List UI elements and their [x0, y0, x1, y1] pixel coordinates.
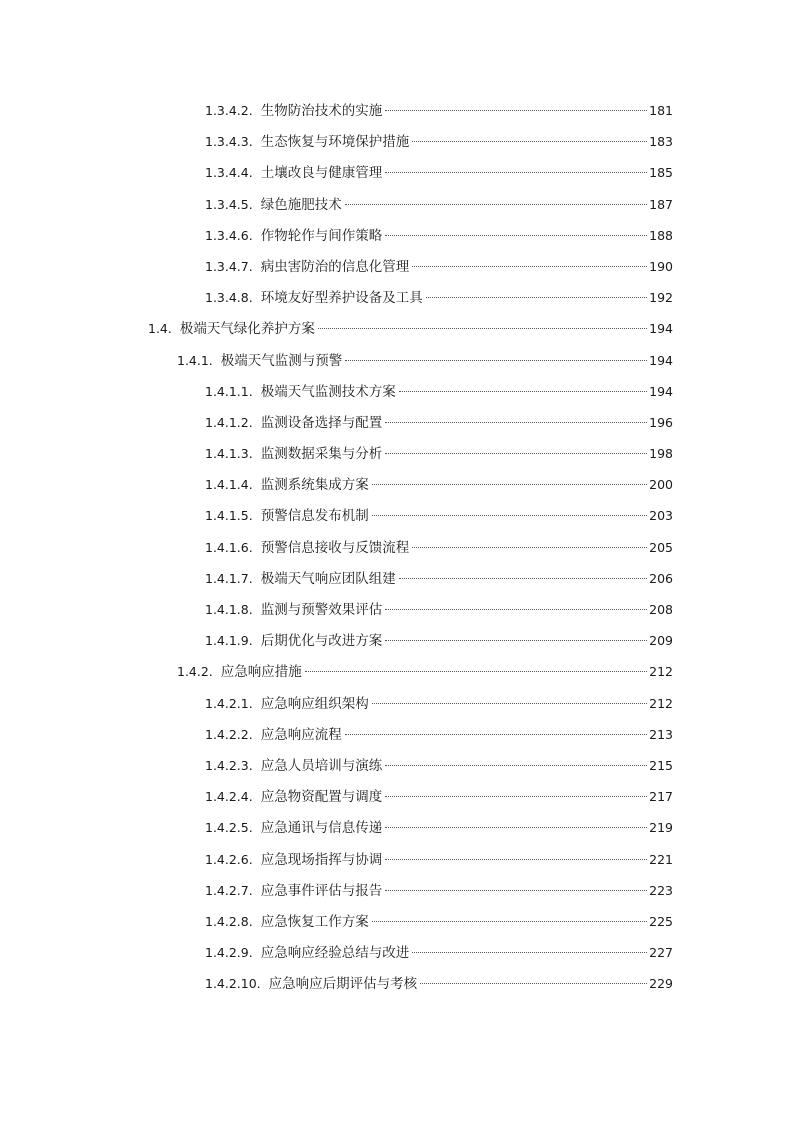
toc-dot-leader	[385, 110, 647, 111]
toc-entry-number: 1.4.2.10.	[205, 976, 261, 992]
toc-entry-number: 1.4.1.	[177, 352, 213, 368]
toc-entry-title: 应急响应流程	[260, 726, 342, 743]
toc-entry[interactable]	[0, 126, 793, 157]
toc-entry-number: 1.4.2.1.	[205, 695, 253, 711]
toc-entry-number: 1.4.1.3.	[205, 446, 253, 462]
toc-dot-leader	[420, 983, 647, 984]
toc-entry-number: 1.4.2.8.	[205, 913, 253, 929]
toc-entry-page: 188	[649, 227, 673, 243]
toc-entry-page: 198	[649, 446, 673, 462]
toc-entry-title: 应急恢复工作方案	[260, 913, 369, 930]
toc-entry-page: 212	[649, 664, 673, 680]
toc-entry[interactable]	[0, 376, 793, 407]
toc-entry[interactable]	[0, 563, 793, 594]
toc-entry-title: 应急物资配置与调度	[260, 789, 383, 806]
toc-entry[interactable]	[0, 594, 793, 625]
toc-entry-page: 203	[649, 508, 673, 524]
toc-dot-leader	[372, 921, 647, 922]
toc-entry-title: 后期优化与改进方案	[260, 633, 383, 650]
toc-entry[interactable]	[0, 532, 793, 563]
toc-entry-number: 1.3.4.2.	[205, 103, 253, 118]
toc-entry-number: 1.4.2.7.	[205, 882, 253, 898]
toc-entry-title: 应急响应经验总结与改进	[260, 945, 410, 962]
toc-entry-title: 应急事件评估与报告	[260, 882, 383, 899]
toc-entry[interactable]	[0, 345, 793, 376]
toc-entry-page: 206	[649, 570, 673, 586]
toc-entry[interactable]	[0, 220, 793, 251]
toc-entry-title: 极端天气响应团队组建	[260, 570, 396, 587]
toc-entry-page: 181	[649, 103, 673, 118]
toc-entry-title: 应急响应组织架构	[260, 695, 369, 712]
toc-entry-number: 1.3.4.5.	[205, 196, 253, 212]
toc-entry-number: 1.4.2.4.	[205, 789, 253, 805]
toc-entry[interactable]	[0, 875, 793, 906]
toc-entry-number: 1.4.2.	[177, 664, 213, 680]
toc-entry-title: 监测设备选择与配置	[260, 414, 383, 431]
toc-entry-title: 应急人员培训与演练	[260, 757, 383, 774]
toc-entry-title: 生态恢复与环境保护措施	[260, 134, 410, 151]
toc-entry-page: 187	[649, 196, 673, 212]
toc-dot-leader	[385, 235, 647, 236]
toc-entry-title: 绿色施肥技术	[260, 196, 342, 213]
toc-dot-leader	[345, 204, 647, 205]
toc-entry-number: 1.4.1.7.	[205, 570, 253, 586]
toc-entry-page: 194	[649, 321, 673, 337]
toc-entry-number: 1.4.	[148, 321, 172, 337]
toc-entry-page: 208	[649, 602, 673, 617]
toc-entry-page: 229	[649, 976, 673, 992]
toc-entry-number: 1.4.2.9.	[205, 945, 253, 961]
toc-entry-page: 215	[649, 757, 673, 773]
toc-entry[interactable]	[0, 844, 793, 875]
toc-dot-leader	[385, 640, 647, 641]
toc-entry-number: 1.4.1.5.	[205, 508, 253, 524]
toc-entry[interactable]	[0, 812, 793, 843]
toc-dot-leader	[412, 141, 647, 142]
toc-dot-leader	[412, 952, 647, 953]
toc-entry-page: 219	[649, 820, 673, 836]
toc-entry[interactable]	[0, 937, 793, 968]
toc-entry[interactable]	[0, 469, 793, 500]
toc-entry-number: 1.4.2.6.	[205, 851, 253, 867]
toc-entry-title: 应急通讯与信息传递	[260, 820, 383, 837]
toc-entry-title: 极端天气绿化养护方案	[179, 321, 315, 338]
toc-entry-number: 1.4.2.3.	[205, 757, 253, 773]
toc-entry[interactable]	[0, 500, 793, 531]
toc-dot-leader	[385, 827, 647, 828]
toc-entry[interactable]	[0, 282, 793, 313]
toc-entry-number: 1.4.1.4.	[205, 477, 253, 493]
toc-entry-page: 217	[649, 789, 673, 805]
toc-entry[interactable]	[0, 438, 793, 469]
toc-entry-number: 1.3.4.3.	[205, 134, 253, 150]
toc-entry-title: 病虫害防治的信息化管理	[260, 258, 410, 275]
toc-entry-number: 1.4.2.5.	[205, 820, 253, 836]
toc-entry-page: 200	[649, 477, 673, 493]
toc-entry-page: 205	[649, 539, 673, 555]
toc-entry[interactable]	[0, 781, 793, 812]
toc-dot-leader	[345, 360, 647, 361]
toc-entry-title: 监测数据采集与分析	[260, 446, 383, 463]
toc-dot-leader	[305, 671, 647, 672]
toc-entry-page: 194	[649, 352, 673, 368]
toc-dot-leader	[385, 453, 647, 454]
toc-dot-leader	[385, 172, 647, 173]
toc-dot-leader	[372, 515, 647, 516]
toc-entry[interactable]	[0, 625, 793, 656]
toc-entry[interactable]	[0, 189, 793, 220]
toc-entry-title: 极端天气监测技术方案	[260, 383, 396, 400]
toc-entry-number: 1.4.1.1.	[205, 383, 253, 399]
toc-entry[interactable]	[0, 750, 793, 781]
toc-dot-leader	[318, 328, 647, 329]
toc-dot-leader	[399, 391, 647, 392]
toc-dot-leader	[385, 796, 647, 797]
toc-dot-leader	[412, 266, 647, 267]
toc-dot-leader	[385, 890, 647, 891]
toc-entry-number: 1.3.4.6.	[205, 227, 253, 243]
toc-entry-title: 极端天气监测与预警	[220, 352, 343, 369]
toc-dot-leader	[385, 609, 647, 610]
toc-entry-title: 环境友好型养护设备及工具	[260, 290, 423, 307]
toc-entry-number: 1.3.4.7.	[205, 258, 253, 274]
toc-entry-number: 1.3.4.8.	[205, 290, 253, 306]
toc-entry-number: 1.3.4.4.	[205, 165, 253, 181]
table-of-contents	[0, 95, 793, 999]
toc-entry-title: 作物轮作与间作策略	[260, 227, 383, 244]
toc-entry-page: 192	[649, 290, 673, 306]
toc-entry-title: 应急现场指挥与协调	[260, 851, 383, 868]
toc-entry-number: 1.4.1.8.	[205, 602, 253, 617]
toc-entry-page: 227	[649, 945, 673, 961]
toc-entry-number: 1.4.1.6.	[205, 539, 253, 555]
toc-dot-leader	[385, 765, 647, 766]
toc-dot-leader	[426, 297, 647, 298]
toc-entry-page: 209	[649, 633, 673, 649]
toc-dot-leader	[372, 484, 647, 485]
toc-entry-page: 183	[649, 134, 673, 150]
toc-entry-title: 生物防治技术的实施	[260, 103, 383, 119]
toc-entry[interactable]	[0, 656, 793, 687]
toc-dot-leader	[345, 734, 647, 735]
toc-entry[interactable]	[0, 95, 793, 126]
toc-entry-title: 预警信息发布机制	[260, 508, 369, 525]
toc-entry-title: 应急响应后期评估与考核	[268, 976, 418, 993]
toc-dot-leader	[385, 859, 647, 860]
toc-entry-page: 225	[649, 913, 673, 929]
toc-entry[interactable]	[0, 251, 793, 282]
toc-entry-number: 1.4.1.2.	[205, 414, 253, 430]
toc-entry[interactable]	[0, 407, 793, 438]
toc-entry[interactable]	[0, 968, 793, 999]
toc-entry[interactable]	[0, 688, 793, 719]
toc-dot-leader	[412, 547, 647, 548]
toc-entry-title: 监测与预警效果评估	[260, 602, 383, 618]
toc-entry[interactable]	[0, 719, 793, 750]
toc-dot-leader	[372, 703, 647, 704]
toc-entry-page: 185	[649, 165, 673, 181]
toc-entry-title: 土壤改良与健康管理	[260, 165, 383, 182]
toc-entry-title: 监测系统集成方案	[260, 477, 369, 494]
toc-entry-page: 213	[649, 726, 673, 742]
toc-entry-page: 190	[649, 258, 673, 274]
toc-entry-page: 194	[649, 383, 673, 399]
toc-entry-page: 223	[649, 882, 673, 898]
toc-entry-title: 应急响应措施	[220, 664, 302, 681]
toc-dot-leader	[385, 422, 647, 423]
toc-entry[interactable]	[0, 157, 793, 188]
toc-entry-number: 1.4.1.9.	[205, 633, 253, 649]
toc-entry[interactable]	[0, 906, 793, 937]
toc-entry-page: 212	[649, 695, 673, 711]
toc-dot-leader	[399, 578, 647, 579]
toc-entry-page: 221	[649, 851, 673, 867]
toc-entry[interactable]	[0, 313, 793, 344]
toc-entry-page: 196	[649, 414, 673, 430]
toc-entry-number: 1.4.2.2.	[205, 726, 253, 742]
toc-entry-title: 预警信息接收与反馈流程	[260, 539, 410, 556]
